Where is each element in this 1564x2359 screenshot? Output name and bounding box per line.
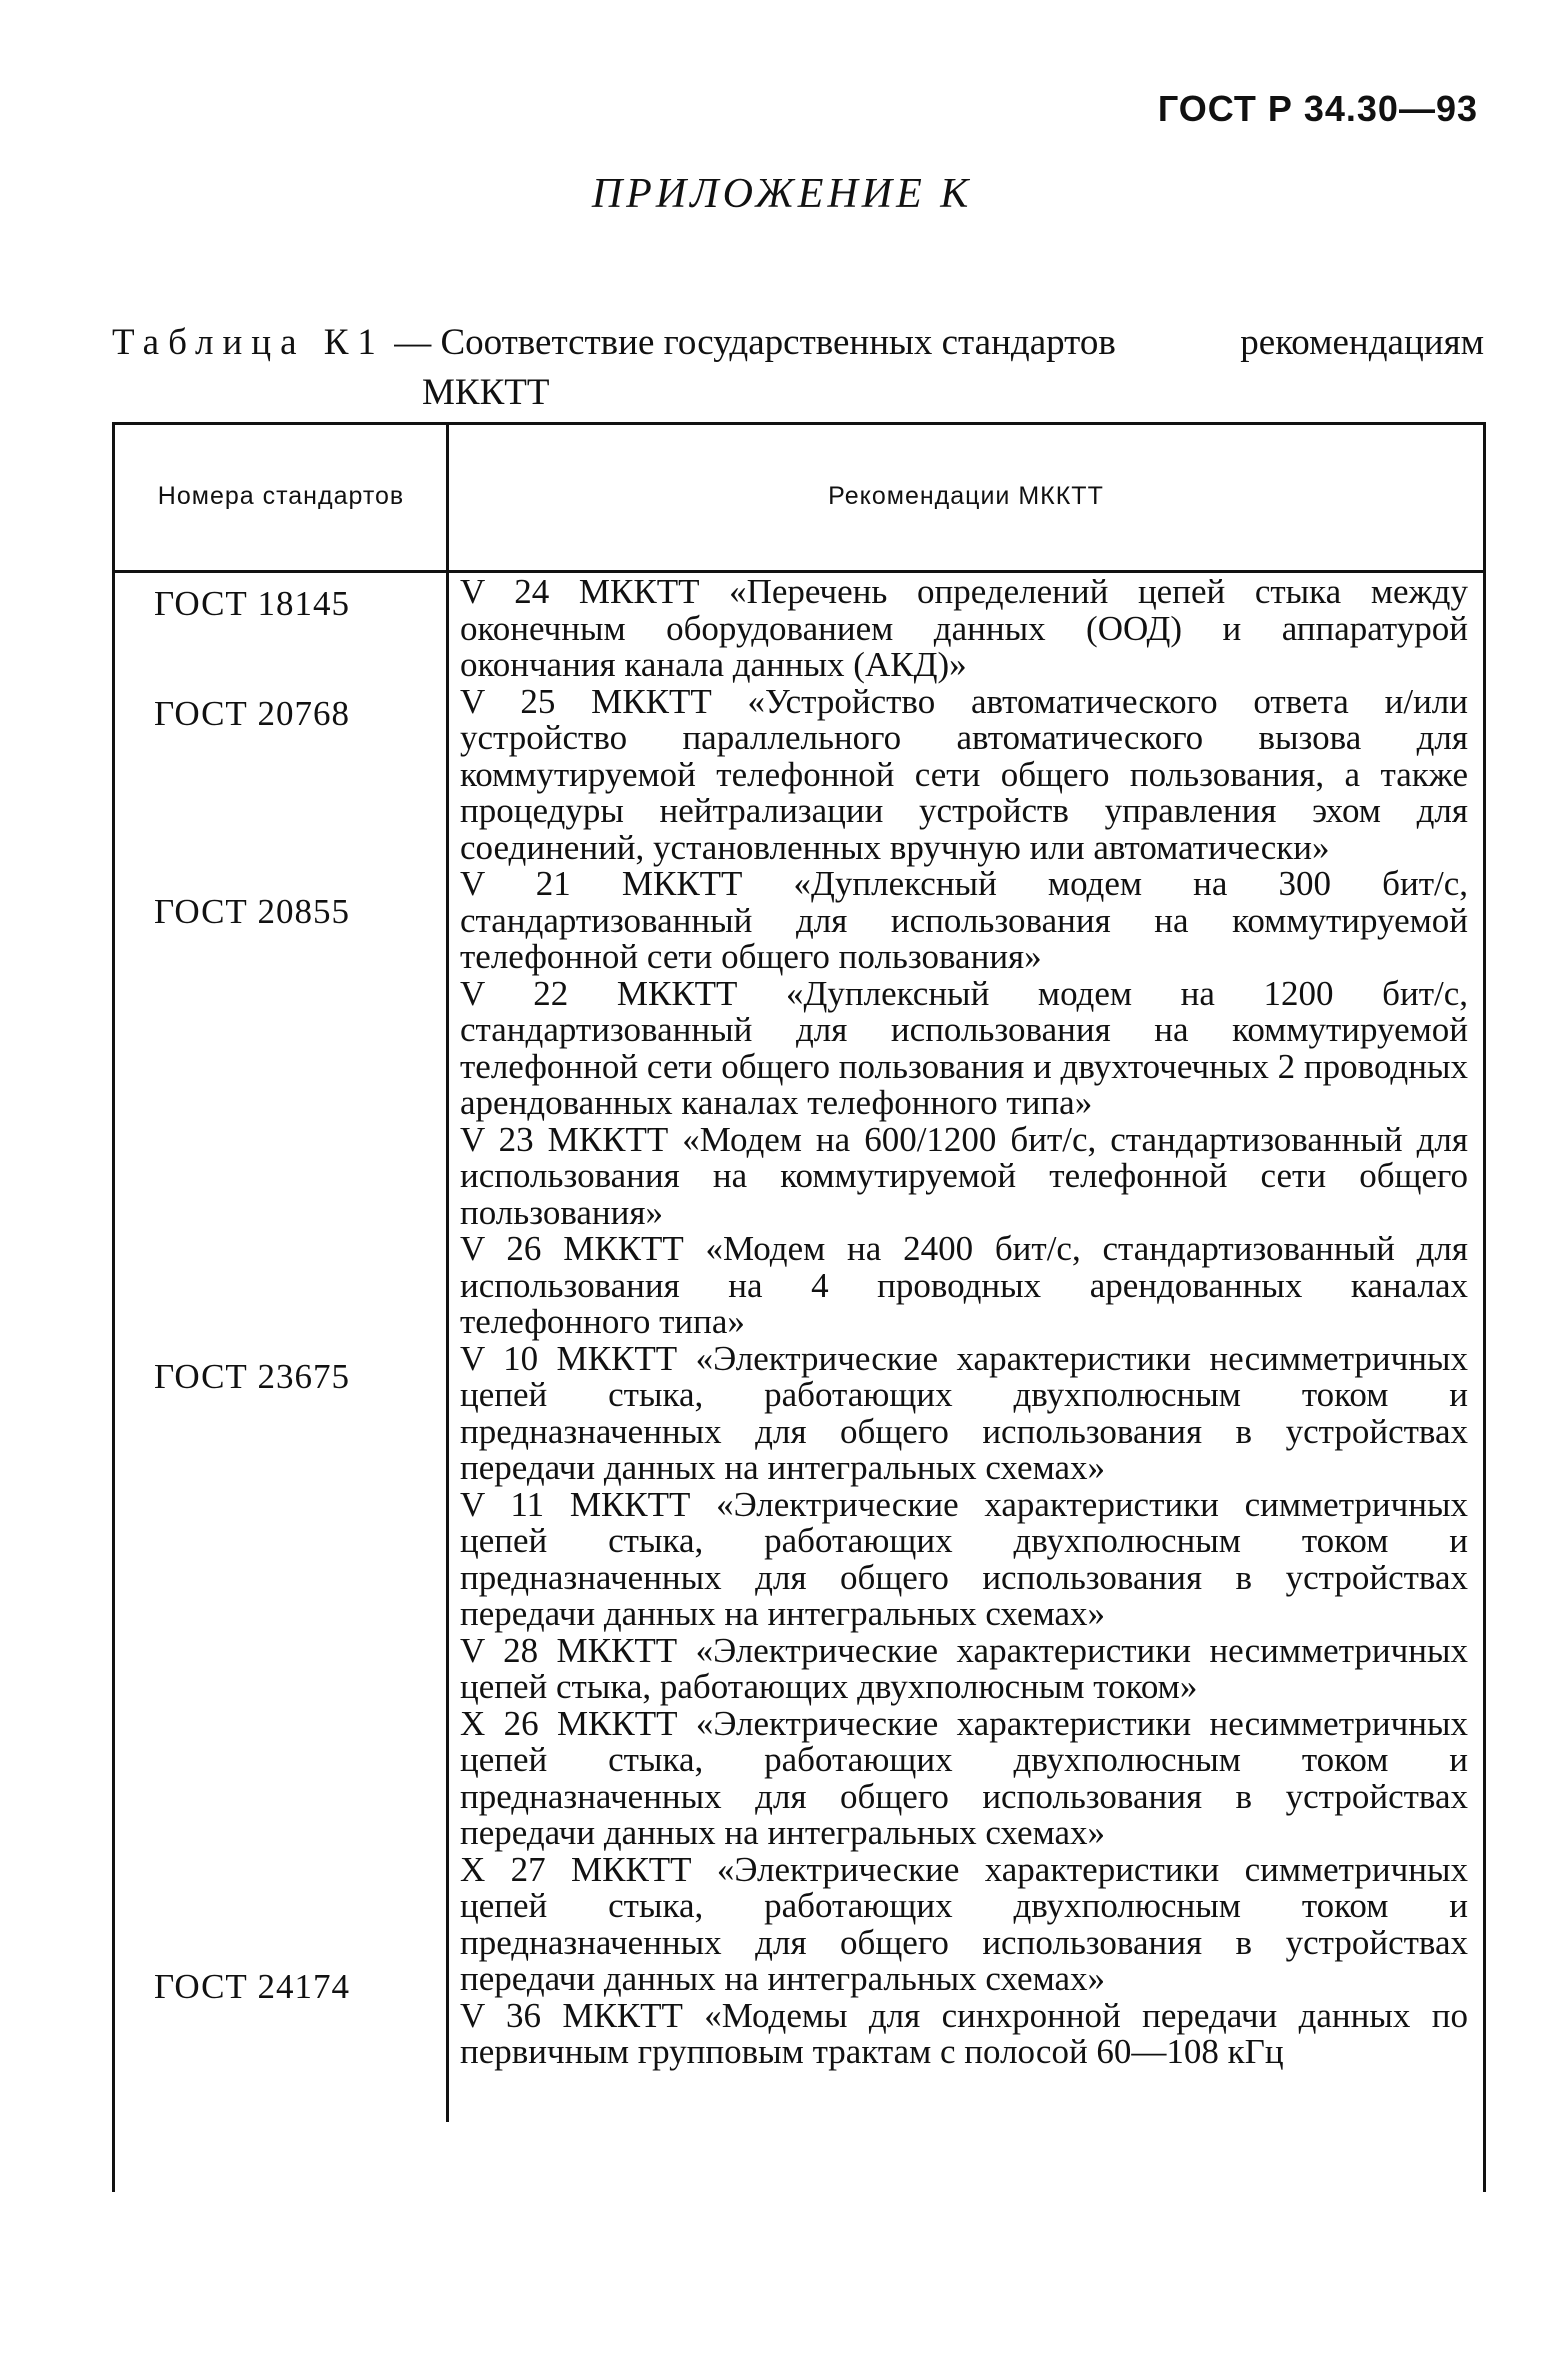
recommendations-column [460,574,1468,2071]
table-right-border [1483,422,1486,2192]
recommendation-entry: V 11 МККТТ «Электрические характеристики симметричных цепей стыка, работающих двухполюсным током и предназначенных для общего использования в устройствах передачи данных на интегральных схемах» [460,1484,1468,1633]
correspondence-table [112,422,1486,2192]
table-caption-line2: МККТТ [422,372,550,413]
recommendation-entry: X 27 МККТТ «Электрические характеристики симметричных цепей стыка, работающих двухполюсным током и предназначенных для общего использования в устройствах передачи данных на интегральных схемах» [460,1849,1468,1998]
recommendation-entry: V 26 МККТТ «Модем на 2400 бит/с, стандартизованный для использования на 4 проводных арендованных каналах телефонного типа» [460,1229,1468,1341]
table-caption-text-right: рекомендациям [1240,322,1484,363]
table-column-divider [446,422,449,2122]
recommendation-entry: V 28 МККТТ «Электрические характеристики несимметричных цепей стыка, работающих двухполюсным током» [460,1630,1468,1706]
document-code: ГОСТ Р 34.30—93 [1157,88,1478,129]
table-caption-text: — Соответствие государственных стандартов [394,322,1116,363]
recommendation-entry: V 10 МККТТ «Электрические характеристики несимметричных цепей стыка, работающих двухполюсным током и предназначенных для общего использования в устройствах передачи данных на интегральных схемах» [460,1338,1468,1487]
table-left-border [112,422,115,2192]
standard-number: ГОСТ 20855 [154,892,351,931]
recommendation-entry: V 23 МККТТ «Модем на 600/1200 бит/с, стандартизованный для использования на коммутируемой телефонной сети общего пользования» [460,1119,1468,1232]
column-header-recommendations: Рекомендации МККТТ [828,482,1104,510]
recommendation-entry: V 24 МККТТ «Перечень определений цепей стыка между оконечным оборудованием данных (ООД) и аппаратурой окончания канала данных (АКД)» [460,572,1468,684]
recommendation-entry: X 26 МККТТ «Электрические характеристики несимметричных цепей стыка, работающих двухполюсным током и предназначенных для общего использования в устройствах передачи данных на интегральных схемах» [460,1703,1468,1852]
appendix-title: ПРИЛОЖЕНИЕ К [591,171,973,217]
standard-number: ГОСТ 20768 [154,694,351,733]
recommendation-entry: V 22 МККТТ «Дуплексный модем на 1200 бит/с, стандартизованный для использования на коммутируемой телефонной сети общего пользования и двухточечных 2 проводных арендованных каналах телефонного типа» [460,973,1468,1122]
table-caption-line [112,318,1484,368]
table-caption-left [112,318,1116,368]
standard-number: ГОСТ 23675 [154,1357,351,1396]
standard-number: ГОСТ 18145 [154,584,351,623]
table-caption [112,318,1484,418]
recommendation-entry: V 36 МККТТ «Модемы для синхронной передачи данных по первичным групповым трактам с полосой 60—108 кГц [460,1995,1468,2071]
standard-number: ГОСТ 24174 [154,1967,351,2006]
recommendation-entry: V 21 МККТТ «Дуплексный модем на 300 бит/с, стандартизованный для использования на коммутируемой телефонной сети общего пользования» [460,864,1468,976]
recommendation-entry: V 25 МККТТ «Устройство автоматического ответа и/или устройство параллельного автоматического вызова для коммутируемой телефонной сети общего пользования, а также процедуры нейтрализации устройств управления эхом для соединений, установленных вручную или автоматически» [460,681,1468,867]
table-caption-label: Таблица К1 [112,322,385,363]
column-header-standards: Номера стандартов [157,482,405,510]
